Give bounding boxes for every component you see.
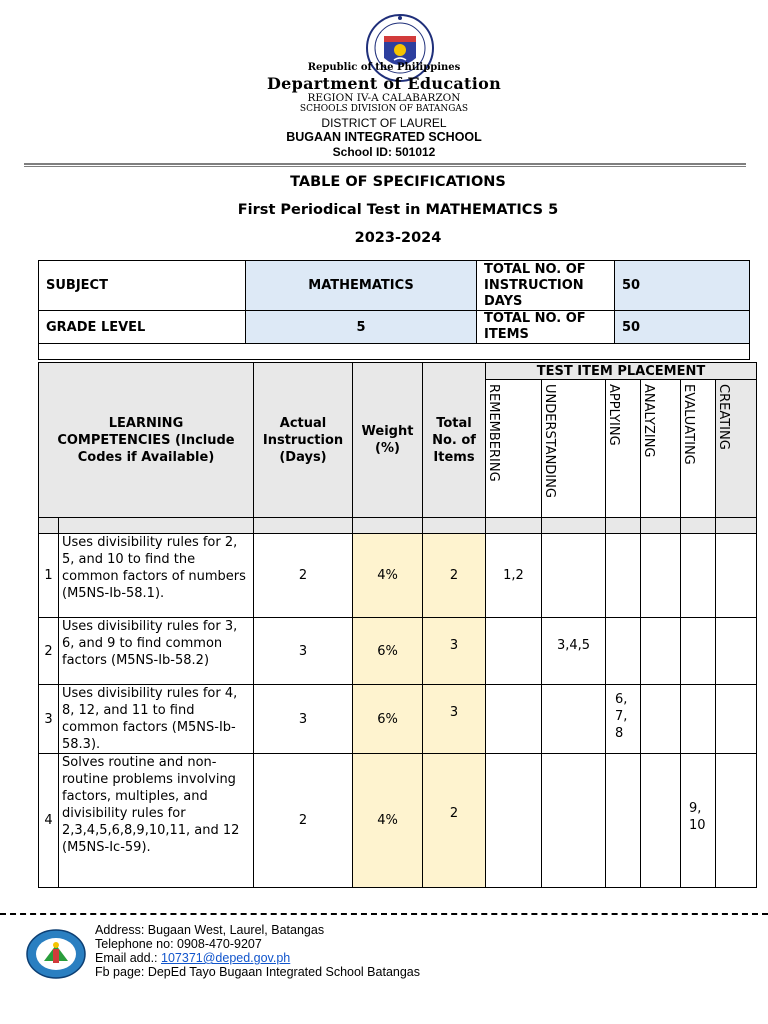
- row-number: 3: [39, 685, 59, 754]
- competency-text: Solves routine and non-routine problems involving factors, multiples, and divisibility rules for 2,3,4,5,6,8,9,10,11, and 12 (M5NS-Ic-59).: [59, 754, 254, 888]
- school-year: 2023-2024: [354, 230, 442, 246]
- department-name: Department of Education: [266, 74, 502, 93]
- days-cell: 3: [254, 618, 353, 685]
- total-items-value: 50: [615, 311, 750, 344]
- email-label: Email add.:: [95, 951, 162, 965]
- table-row: [39, 534, 757, 618]
- understanding-cell: [542, 685, 606, 754]
- applying-cell: [606, 534, 641, 618]
- analyzing-cell: [641, 685, 681, 754]
- weight-cell: 6%: [353, 618, 423, 685]
- subject-value: MATHEMATICS: [246, 261, 477, 311]
- weight-header: Weight (%): [353, 363, 423, 518]
- row-number: 4: [39, 754, 59, 888]
- test-item-placement-header: TEST ITEM PLACEMENT: [486, 363, 757, 380]
- understanding-cell: [542, 754, 606, 888]
- district-label: DISTRICT OF LAUREL: [321, 116, 447, 130]
- weight-cell: 6%: [353, 685, 423, 754]
- email-link[interactable]: 107371@deped.gov.ph: [161, 951, 291, 965]
- level-remembering: REMEMBERING: [486, 380, 542, 518]
- spacer-row: [39, 344, 750, 360]
- days-cell: 2: [254, 534, 353, 618]
- evaluating-cell: [681, 618, 716, 685]
- footer-divider: [0, 913, 768, 915]
- region-label: REGION IV-A CALABARZON: [307, 92, 461, 104]
- analyzing-cell: [641, 618, 681, 685]
- specification-table: [38, 362, 757, 888]
- creating-cell: [716, 754, 757, 888]
- level-creating: CREATING: [716, 380, 757, 518]
- school-id: School ID: 501012: [332, 145, 436, 159]
- blank-header-row: [39, 518, 757, 534]
- subject-label: SUBJECT: [39, 261, 246, 311]
- items-cell: 2: [423, 754, 486, 888]
- evaluating-cell: [681, 685, 716, 754]
- competencies-header: LEARNING COMPETENCIES (Include Codes if Available): [39, 363, 254, 518]
- items-cell: 2: [423, 534, 486, 618]
- competency-text: Uses divisibility rules for 2, 5, and 10 to find the common factors of numbers (M5NS-Ib-58.1).: [59, 534, 254, 618]
- competency-text: Uses divisibility rules for 3, 6, and 9 to find common factors (M5NS-Ib-58.2): [59, 618, 254, 685]
- days-cell: 3: [254, 685, 353, 754]
- test-title: First Periodical Test in MATHEMATICS 5: [237, 202, 559, 218]
- weight-cell: 4%: [353, 534, 423, 618]
- footer-fb-page: Fb page: DepEd Tayo Bugaan Integrated School Batangas: [95, 965, 421, 979]
- items-cell: 3: [423, 685, 486, 754]
- weight-cell: 4%: [353, 754, 423, 888]
- creating-cell: [716, 534, 757, 618]
- footer-address: Address: Bugaan West, Laurel, Batangas: [95, 923, 325, 937]
- understanding-cell: 3,4,5: [542, 618, 606, 685]
- instruction-days-value: 50: [615, 261, 750, 311]
- row-number: 2: [39, 618, 59, 685]
- level-applying: APPLYING: [606, 380, 641, 518]
- table-row: [39, 685, 757, 754]
- creating-cell: [716, 685, 757, 754]
- items-header: Total No. of Items: [423, 363, 486, 518]
- analyzing-cell: [641, 534, 681, 618]
- remembering-cell: [486, 754, 542, 888]
- applying-cell: [606, 754, 641, 888]
- remembering-cell: 1,2: [486, 534, 542, 618]
- applying-cell: [606, 618, 641, 685]
- grade-level-value: 5: [246, 311, 477, 344]
- division-label: SCHOOLS DIVISION OF BATANGAS: [299, 104, 469, 114]
- evaluating-cell: [681, 534, 716, 618]
- school-name: BUGAAN INTEGRATED SCHOOL: [286, 130, 482, 144]
- level-evaluating: EVALUATING: [681, 380, 716, 518]
- footer-telephone: Telephone no: 0908-470-9207: [95, 937, 262, 951]
- row-number: 1: [39, 534, 59, 618]
- grade-level-label: GRADE LEVEL: [39, 311, 246, 344]
- republic-label: Republic of the Philippines: [307, 62, 461, 73]
- evaluating-cell: 9, 10: [681, 754, 716, 888]
- table-row: [39, 618, 757, 685]
- header-divider-thin: [24, 166, 746, 167]
- days-header: Actual Instruction (Days): [254, 363, 353, 518]
- competency-text: Uses divisibility rules for 4, 8, 12, and 11 to find common factors (M5NS-Ib-58.3).: [59, 685, 254, 754]
- document-title: TABLE OF SPECIFICATIONS: [290, 174, 506, 190]
- table-row: [39, 754, 757, 888]
- remembering-cell: [486, 685, 542, 754]
- school-logo: [26, 929, 86, 979]
- footer-email: [95, 951, 290, 965]
- creating-cell: [716, 618, 757, 685]
- items-cell: 3: [423, 618, 486, 685]
- analyzing-cell: [641, 754, 681, 888]
- understanding-cell: [542, 534, 606, 618]
- instruction-days-label: TOTAL NO. OF INSTRUCTION DAYS: [477, 261, 615, 311]
- days-cell: 2: [254, 754, 353, 888]
- total-items-label: TOTAL NO. OF ITEMS: [477, 311, 615, 344]
- header-divider: [24, 163, 746, 165]
- info-table: [38, 260, 750, 360]
- level-analyzing: ANALYZING: [641, 380, 681, 518]
- applying-cell: 6, 7, 8: [606, 685, 641, 754]
- level-understanding: UNDERSTANDING: [542, 380, 606, 518]
- remembering-cell: [486, 618, 542, 685]
